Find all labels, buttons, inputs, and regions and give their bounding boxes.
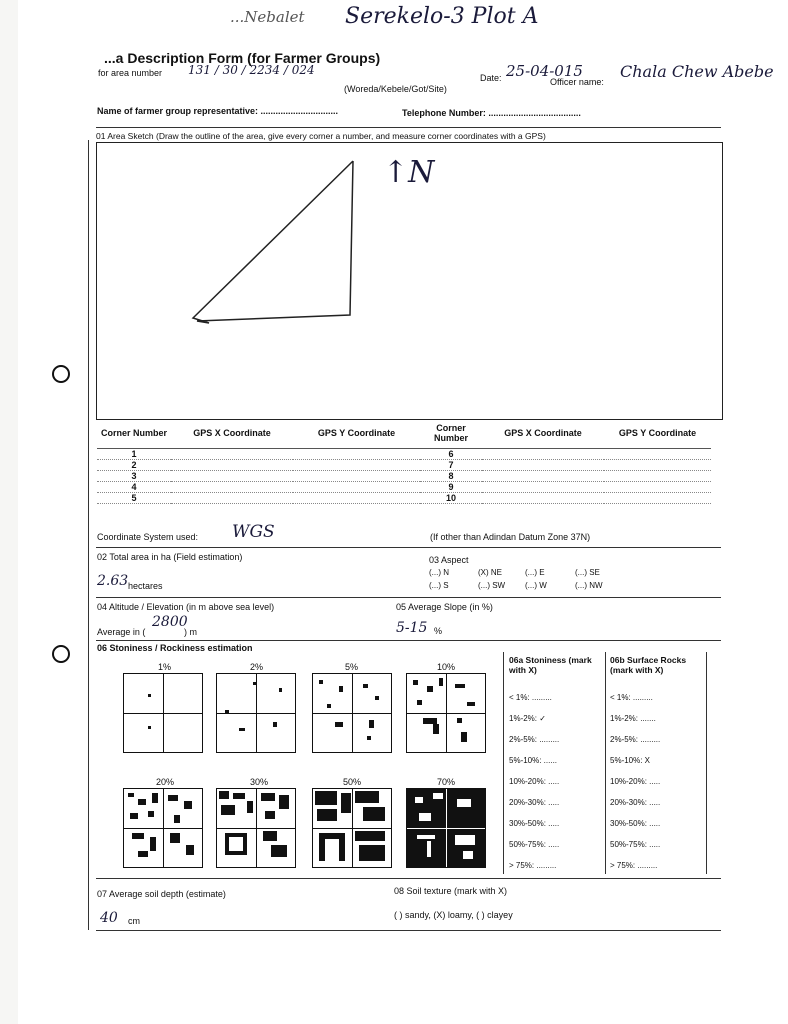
binder-hole-top (52, 365, 70, 383)
stoniness-diagram-2pct (216, 673, 296, 753)
gps-y-cell[interactable] (604, 460, 711, 471)
date-value[interactable]: 25-04-015 (506, 62, 583, 80)
stoniness-diagram-1pct (123, 673, 203, 753)
binder-hole-bottom (52, 645, 70, 663)
stoniness-option[interactable]: 2%-5%: ......... (509, 735, 560, 744)
handwritten-title: Serekelo-3 Plot A (345, 4, 539, 29)
gps-header-row (97, 418, 711, 449)
stoniness-diagram-20pct (123, 788, 203, 868)
gps-y-cell[interactable] (293, 460, 420, 471)
gps-y-cell[interactable] (604, 482, 711, 493)
gps-x-cell[interactable] (171, 482, 293, 493)
gps-header: GPS Y Coordinate (604, 418, 711, 449)
altitude-suffix: ) m (184, 627, 197, 637)
slope-label: 05 Average Slope (in %) (396, 602, 493, 612)
column-divider (605, 652, 606, 874)
stoniness-col-b-title: 06b Surface Rocks (mark with X) (610, 655, 687, 675)
gps-y-cell[interactable] (293, 493, 420, 504)
stoniness-option[interactable]: < 1%: ......... (509, 693, 552, 702)
table-row (97, 449, 711, 460)
form-title: ...a Description Form (for Farmer Groups) (104, 50, 381, 66)
representative-label: Name of farmer group representative: ............................... (97, 106, 339, 116)
gps-x-cell[interactable] (171, 460, 293, 471)
corner-number: 10 (420, 493, 482, 504)
soil-depth-value[interactable]: 40 (100, 910, 118, 926)
total-area-unit: hectares (128, 581, 163, 591)
coordinate-system-value[interactable]: WGS (232, 522, 275, 542)
area-outline (193, 161, 353, 323)
gps-header: GPS X Coordinate (482, 418, 604, 449)
telephone-label: Telephone Number: ..................................... (402, 108, 581, 118)
form-bottom-rule (96, 930, 721, 931)
aspect-option-n[interactable]: (...) N (429, 568, 449, 577)
gps-y-cell[interactable] (293, 449, 420, 460)
aspect-option-ne[interactable]: (X) NE (478, 568, 502, 577)
surface-rock-option[interactable]: 1%-2%: ....... (610, 714, 656, 723)
percent-label: 2% (250, 662, 264, 672)
surface-rock-option[interactable]: 2%-5%: ......... (610, 735, 661, 744)
surface-rock-option[interactable]: > 75%: ......... (610, 861, 658, 870)
corner-number: 4 (97, 482, 171, 493)
gps-x-cell[interactable] (171, 449, 293, 460)
percent-label: 50% (343, 777, 362, 787)
aspect-option-se[interactable]: (...) SE (575, 568, 600, 577)
stoniness-diagram-10pct (406, 673, 486, 753)
table-row (97, 493, 711, 504)
gps-header: Corner Number (97, 418, 171, 449)
soil-depth-label: 07 Average soil depth (estimate) (97, 889, 226, 899)
stoniness-diagram-30pct (216, 788, 296, 868)
percent-label: 70% (437, 777, 456, 787)
surface-rock-option[interactable]: 20%-30%: ..... (610, 798, 661, 807)
stoniness-diagram-50pct (312, 788, 392, 868)
table-row (97, 460, 711, 471)
aspect-option-e[interactable]: (...) E (525, 568, 545, 577)
stoniness-option[interactable]: 30%-50%: ..... (509, 819, 560, 828)
table-row (97, 471, 711, 482)
percent-label: 1% (158, 662, 172, 672)
gps-header: GPS X Coordinate (171, 418, 293, 449)
corner-number: 6 (420, 449, 482, 460)
percent-label: 5% (345, 662, 359, 672)
stoniness-diagram-5pct (312, 673, 392, 753)
stoniness-option[interactable]: 1%-2%: ✓ (509, 714, 546, 723)
gps-x-cell[interactable] (482, 471, 604, 482)
stoniness-option[interactable]: 20%-30%: ..... (509, 798, 560, 807)
altitude-prefix: Average in ( (97, 627, 146, 637)
corner-number: 5 (97, 493, 171, 504)
column-divider (503, 652, 504, 874)
surface-rock-option[interactable]: 10%-20%: ..... (610, 777, 661, 786)
corner-number: 8 (420, 471, 482, 482)
slope-value[interactable]: 5-15 (396, 620, 428, 636)
slope-suffix: % (434, 626, 443, 636)
stoniness-option[interactable]: 50%-75%: ..... (509, 840, 560, 849)
gps-x-cell[interactable] (482, 493, 604, 504)
gps-x-cell[interactable] (171, 471, 293, 482)
gps-header: Corner Number (420, 418, 482, 449)
date-label: Date: (480, 73, 502, 83)
coordinate-system-note: (If other than Adindan Datum Zone 37N) (430, 532, 591, 542)
surface-rock-option[interactable]: 5%-10%: X (610, 756, 651, 765)
gps-header: GPS Y Coordinate (293, 418, 420, 449)
officer-value[interactable]: Chala Chew Abebe (620, 62, 774, 81)
area-sketch-label: 01 Area Sketch (Draw the outline of the area, give every corner a number, and measure corner coordinates with a GPS) (96, 131, 546, 141)
soil-texture-value[interactable]: ( ) sandy, (X) loamy, ( ) clayey (394, 910, 513, 920)
stoniness-option[interactable]: 5%-10%: ...... (509, 756, 558, 765)
corner-number: 3 (97, 471, 171, 482)
form-left-border (88, 140, 89, 930)
aspect-option-w[interactable]: (...) W (525, 581, 547, 590)
stoniness-diagram-70pct (406, 788, 486, 868)
soil-texture-label: 08 Soil texture (mark with X) (394, 886, 508, 896)
surface-rock-option[interactable]: 30%-50%: ..... (610, 819, 661, 828)
corner-number: 1 (97, 449, 171, 460)
gps-y-cell[interactable] (293, 482, 420, 493)
section-rule (96, 878, 721, 879)
corner-number: 2 (97, 460, 171, 471)
percent-label: 30% (250, 777, 269, 787)
aspect-option-nw[interactable]: (...) NW (575, 581, 603, 590)
gps-x-cell[interactable] (482, 460, 604, 471)
percent-label: 10% (437, 662, 456, 672)
area-sketch-box[interactable] (96, 142, 723, 420)
surface-rock-option[interactable]: < 1%: ......... (610, 693, 653, 702)
gps-x-cell[interactable] (482, 449, 604, 460)
gps-y-cell[interactable] (604, 471, 711, 482)
gps-x-cell[interactable] (171, 493, 293, 504)
area-number-hint: (Woreda/Kebele/Got/Site) (344, 84, 447, 94)
gps-coordinate-table (97, 418, 711, 504)
corner-number: 7 (420, 460, 482, 471)
north-arrow: ↑N (383, 155, 435, 190)
altitude-value[interactable]: 2800 (152, 614, 188, 630)
section-rule (96, 597, 721, 598)
aspect-option-sw[interactable]: (...) SW (478, 581, 506, 590)
gps-y-cell[interactable] (293, 471, 420, 482)
stoniness-option[interactable]: > 75%: ......... (509, 861, 557, 870)
soil-depth-unit: cm (128, 916, 140, 926)
area-number-value[interactable]: 131 / 30 / 2234 / 024 (188, 63, 315, 77)
percent-label: 20% (156, 777, 175, 787)
aspect-option-s[interactable]: (...) S (429, 581, 449, 590)
section-rule (96, 127, 721, 128)
total-area-value[interactable]: 2.63 (97, 573, 129, 589)
section-rule (96, 547, 721, 548)
altitude-label: 04 Altitude / Elevation (in m above sea level) (97, 602, 275, 612)
gps-y-cell[interactable] (604, 449, 711, 460)
officer-label: Officer name: (550, 77, 604, 87)
column-divider (706, 652, 707, 874)
handwritten-scribble: ...Nebalet (230, 8, 305, 26)
gps-y-cell[interactable] (604, 493, 711, 504)
section-rule (96, 640, 721, 641)
gps-x-cell[interactable] (482, 482, 604, 493)
corner-number: 9 (420, 482, 482, 493)
surface-rock-option[interactable]: 50%-75%: ..... (610, 840, 661, 849)
total-area-label: 02 Total area in ha (Field estimation) (97, 552, 243, 562)
coordinate-system-label: Coordinate System used: (97, 532, 199, 542)
table-row (97, 482, 711, 493)
stoniness-col-a-title: 06a Stoniness (mark with X) (509, 655, 592, 675)
area-number-label: for area number (98, 68, 163, 78)
stoniness-option[interactable]: 10%-20%: ..... (509, 777, 560, 786)
aspect-label: 03 Aspect (429, 555, 469, 565)
stoniness-label: 06 Stoniness / Rockiness estimation (97, 643, 253, 653)
